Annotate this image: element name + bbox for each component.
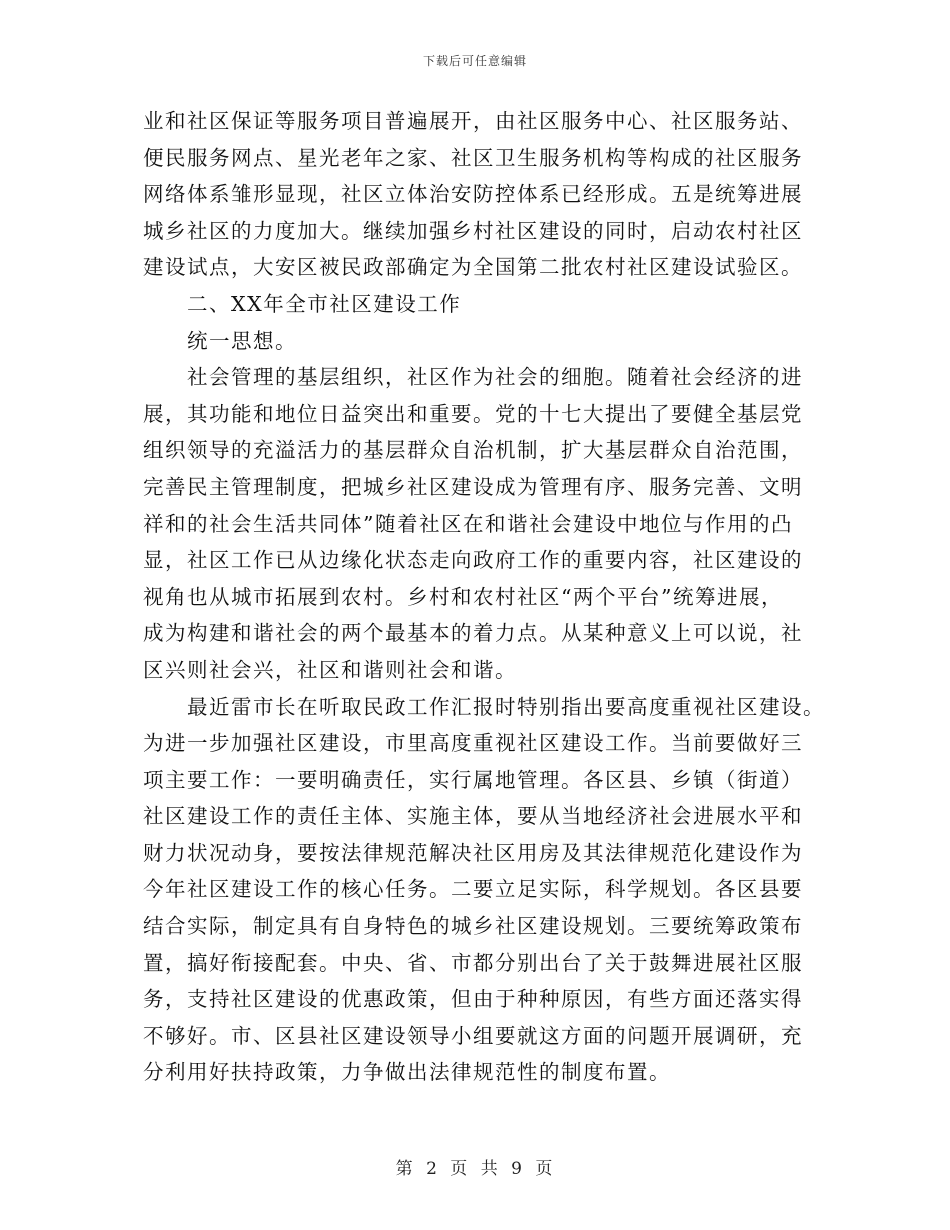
text-line: 社会管理的基层组织，社区作为社会的细胞。随着社会经济的进 — [187, 365, 803, 390]
page-header: 下载后可任意编辑 — [422, 54, 527, 68]
text-line: 最近雷市长在听取民政工作汇报时特别指出要高度重视社区建设。 — [187, 694, 825, 719]
text-line: 置，搞好衔接配套。中央、省、市都分别出台了关于鼓舞进展社区服 — [143, 950, 803, 975]
page-footer: 第 2 页 共 9 页 — [395, 1159, 555, 1179]
text-line: 完善民主管理制度，把城乡社区建设成为管理有序、服务完善、文明 — [143, 474, 803, 499]
text-line: 社区建设工作的责任主体、实施主体，要从当地经济社会进展水平和 — [143, 804, 803, 829]
text-line: 为进一步加强社区建设，市里高度重视社区建设工作。当前要做好三 — [143, 731, 803, 756]
text-line: 业和社区保证等服务项目普遍展开，由社区服务中心、社区服务站、 — [143, 109, 803, 133]
text-line: 视角也从城市拓展到农村。乡村和农村社区“两个平台”统筹进展， — [143, 584, 783, 609]
text-line: 项主要工作：一要明确责任，实行属地管理。各区县、乡镇（街道） — [143, 767, 803, 792]
text-line: 显，社区工作已从边缘化状态走向政府工作的重要内容，社区建设的 — [143, 548, 803, 573]
text-line: 结合实际，制定具有自身特色的城乡社区建设规划。三要统筹政策布 — [143, 914, 803, 939]
text-line: 城乡社区的力度加大。继续加强乡村社区建设的同时，启动农村社区 — [143, 218, 803, 243]
text-line: 网络体系雏形显现，社区立体治安防控体系已经形成。五是统筹进展 — [143, 182, 803, 207]
text-line: 祥和的社会生活共同体”随着社区在和谐社会建设中地位与作用的凸 — [143, 511, 793, 536]
text-line: 组织领导的充溢活力的基层群众自治机制，扩大基层群众自治范围， — [143, 438, 803, 463]
text-line: 便民服务网点、星光老年之家、社区卫生服务机构等构成的社区服务 — [143, 145, 803, 170]
text-line: 区兴则社会兴，社区和谐则社会和谐。 — [143, 657, 517, 682]
text-line: 分利用好扶持政策，力争做出法律规范性的制度布置。 — [143, 1060, 671, 1085]
text-line: 二、XX年全市社区建设工作 — [187, 291, 462, 316]
text-line: 建设试点，大安区被民政部确定为全国第二批农村社区建设试验区。 — [143, 255, 803, 280]
text-line: 务，支持社区建设的优惠政策，但由于种种原因，有些方面还落实得 — [143, 987, 803, 1012]
text-line: 展，其功能和地位日益突出和重要。党的十七大提出了要健全基层党 — [143, 401, 803, 426]
text-line: 不够好。市、区县社区建设领导小组要就这方面的问题开展调研，充 — [143, 1023, 803, 1048]
document-body — [143, 103, 823, 1091]
text-line: 今年社区建设工作的核心任务。二要立足实际，科学规划。各区县要 — [143, 877, 803, 902]
text-line: 统一思想。 — [187, 328, 297, 353]
text-line: 财力状况动身，要按法律规范解决社区用房及其法律规范化建设作为 — [143, 840, 803, 865]
text-line: 成为构建和谐社会的两个最基本的着力点。从某种意义上可以说，社 — [143, 621, 803, 646]
